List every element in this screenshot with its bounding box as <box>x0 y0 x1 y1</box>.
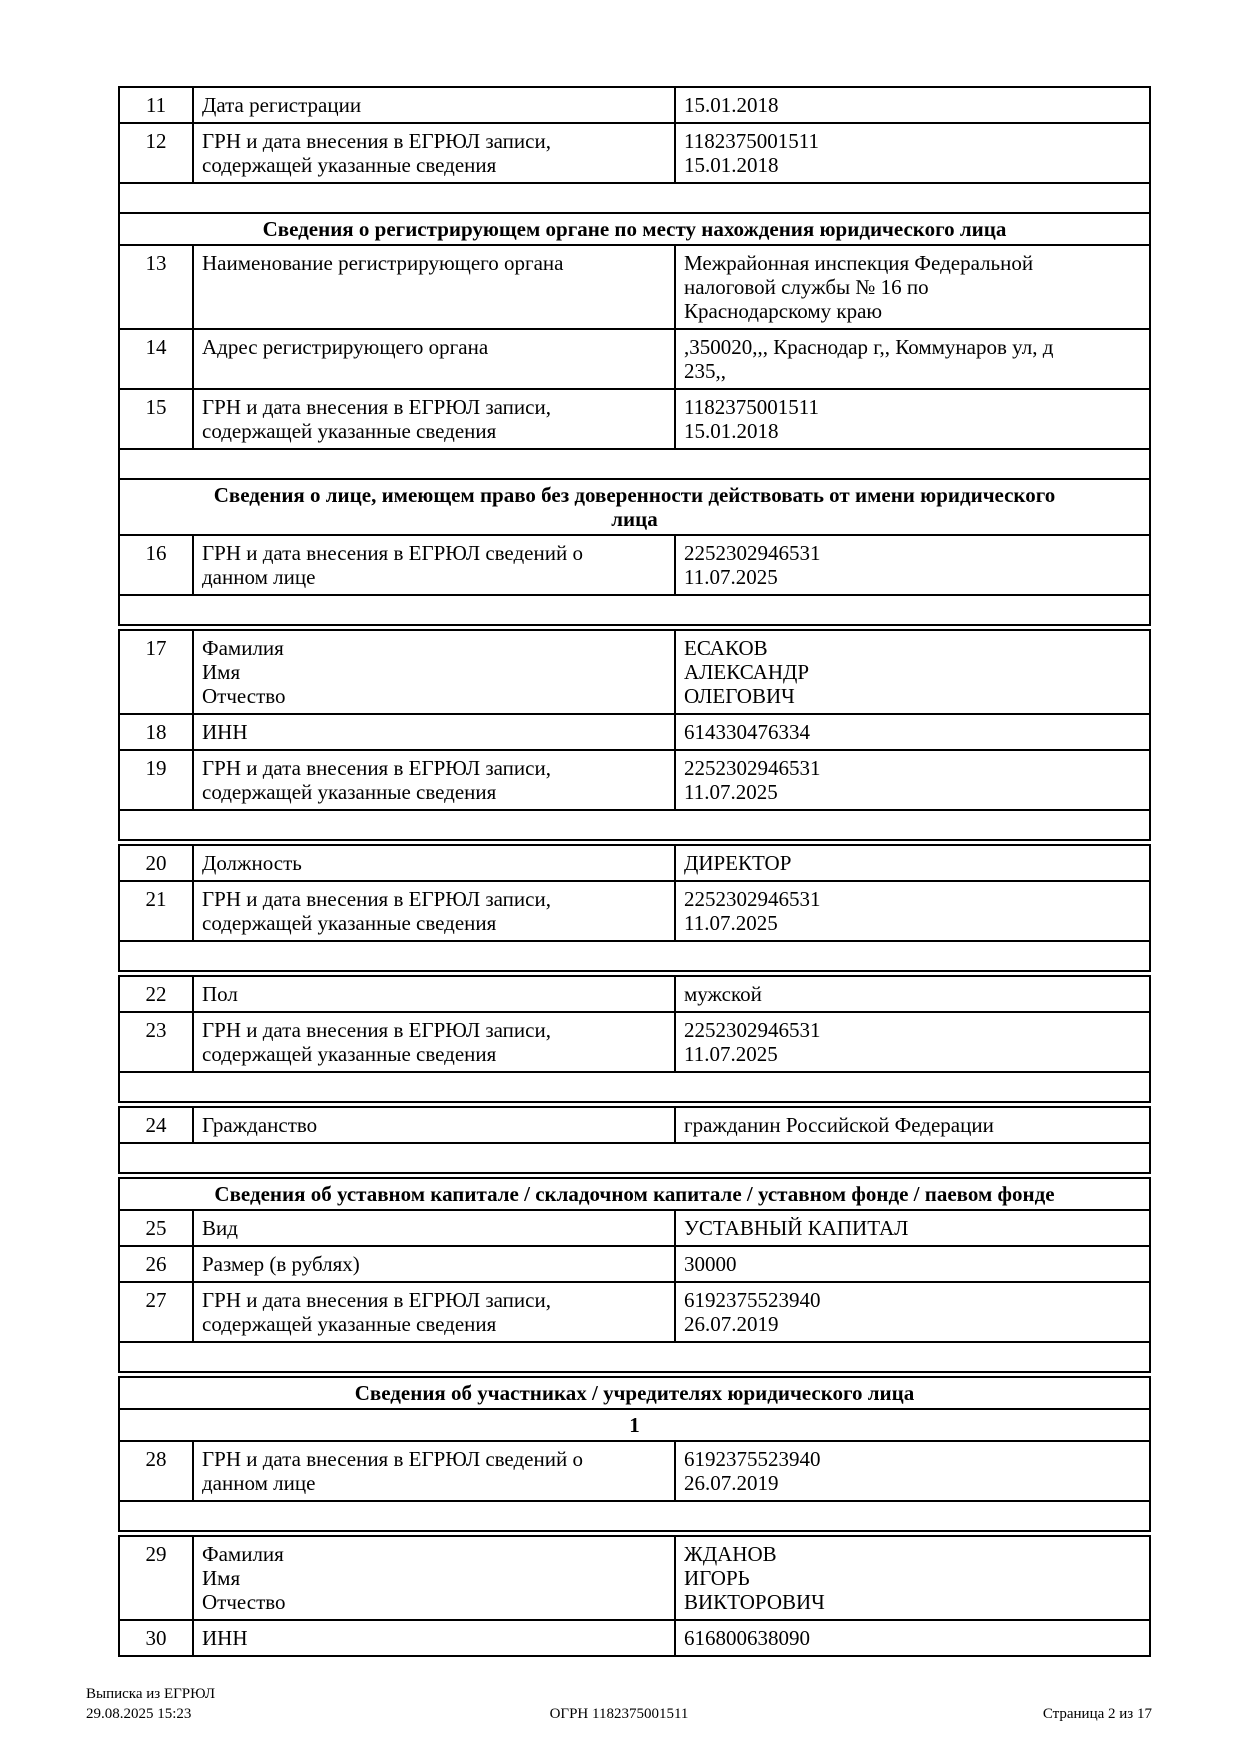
row-number: 21 <box>145 887 167 911</box>
row-label: Фамилия Имя Отчество <box>192 631 674 713</box>
row-value: УСТАВНЫЙ КАПИТАЛ <box>674 1211 1149 1245</box>
row-number: 15 <box>145 395 167 419</box>
row-number: 30 <box>145 1626 167 1650</box>
row-value: 2252302946531 11.07.2025 <box>674 1013 1149 1071</box>
table-row-29 <box>120 1537 1149 1619</box>
table-row-30 <box>120 1619 1149 1655</box>
table-row-12 <box>120 122 1149 182</box>
table-row-17 <box>120 631 1149 713</box>
row-number: 16 <box>145 541 167 565</box>
table-block <box>118 1376 1151 1532</box>
row-value: 15.01.2018 <box>674 88 1149 122</box>
table-block <box>118 1535 1151 1657</box>
row-label: Дата регистрации <box>192 88 674 122</box>
row-label: ГРН и дата внесения в ЕГРЮЛ записи, содержащей указанные сведения <box>192 1283 674 1341</box>
spacer-row <box>120 594 1149 624</box>
table-row-28 <box>120 1440 1149 1500</box>
row-label: ГРН и дата внесения в ЕГРЮЛ сведений о данном лице <box>192 536 674 594</box>
table-block <box>118 975 1151 1103</box>
table-row-23 <box>120 1011 1149 1071</box>
row-value: ,350020,,, Краснодар г,, Коммунаров ул, д 235,, <box>674 330 1149 388</box>
row-value: мужской <box>674 977 1149 1011</box>
row-value: 2252302946531 11.07.2025 <box>674 536 1149 594</box>
spacer-row <box>120 940 1149 970</box>
participant-number-header: 1 <box>120 1408 1149 1440</box>
section-header: Сведения о регистрирующем органе по месту нахождения юридического лица <box>120 212 1149 244</box>
table-row-16 <box>120 534 1149 594</box>
spacer-row <box>120 1071 1149 1101</box>
row-value: 6192375523940 26.07.2019 <box>674 1442 1149 1500</box>
row-value: 1182375001511 15.01.2018 <box>674 124 1149 182</box>
row-value: гражданин Российской Федерации <box>674 1108 1149 1142</box>
table-block <box>118 86 1151 626</box>
row-value: ДИРЕКТОР <box>674 846 1149 880</box>
row-label: ГРН и дата внесения в ЕГРЮЛ записи, содержащей указанные сведения <box>192 390 674 448</box>
row-value: Межрайонная инспекция Федеральной налоговой службы № 16 по Краснодарскому краю <box>674 246 1149 328</box>
row-number: 23 <box>145 1018 167 1042</box>
table-block <box>118 1177 1151 1373</box>
table-row-21 <box>120 880 1149 940</box>
row-value: 30000 <box>674 1247 1149 1281</box>
row-label: Гражданство <box>192 1108 674 1142</box>
page-footer <box>86 1684 1152 1724</box>
table-row-27 <box>120 1281 1149 1341</box>
spacer-row <box>120 1142 1149 1172</box>
row-number: 28 <box>145 1447 167 1471</box>
table-row-25 <box>120 1209 1149 1245</box>
row-number: 24 <box>145 1113 167 1137</box>
footer-left <box>86 1684 441 1724</box>
table-row-24 <box>120 1108 1149 1142</box>
table-block <box>118 844 1151 972</box>
table-row-15 <box>120 388 1149 448</box>
table-row-11 <box>120 88 1149 122</box>
spacer-row <box>120 448 1149 478</box>
row-label: Вид <box>192 1211 674 1245</box>
row-value: ЖДАНОВ ИГОРЬ ВИКТОРОВИЧ <box>674 1537 1149 1619</box>
row-label: ИНН <box>192 715 674 749</box>
table-block <box>118 1106 1151 1174</box>
row-number: 13 <box>145 251 167 275</box>
table-row-19 <box>120 749 1149 809</box>
row-number: 22 <box>145 982 167 1006</box>
row-number: 11 <box>145 93 167 117</box>
row-number: 27 <box>145 1288 167 1312</box>
table-row-18 <box>120 713 1149 749</box>
row-label: ГРН и дата внесения в ЕГРЮЛ записи, содержащей указанные сведения <box>192 124 674 182</box>
row-number: 18 <box>145 720 167 744</box>
table-row-20 <box>120 846 1149 880</box>
row-label: Наименование регистрирующего органа <box>192 246 674 328</box>
table-row-13 <box>120 244 1149 328</box>
row-value: 6192375523940 26.07.2019 <box>674 1283 1149 1341</box>
row-value: 614330476334 <box>674 715 1149 749</box>
row-label: Размер (в рублях) <box>192 1247 674 1281</box>
row-number: 29 <box>145 1542 167 1566</box>
row-value: 616800638090 <box>674 1621 1149 1655</box>
row-number: 25 <box>145 1216 167 1240</box>
footer-ogrn: ОГРН 1182375001511 <box>549 1706 689 1722</box>
table-row-22 <box>120 977 1149 1011</box>
spacer-row <box>120 1341 1149 1371</box>
table-row-14 <box>120 328 1149 388</box>
row-label: ГРН и дата внесения в ЕГРЮЛ записи, содержащей указанные сведения <box>192 751 674 809</box>
row-value: 2252302946531 11.07.2025 <box>674 882 1149 940</box>
spacer-row <box>120 1500 1149 1530</box>
footer-datetime: 29.08.2025 15:23 <box>86 1706 192 1722</box>
footer-page-number: Страница 2 из 17 <box>1042 1706 1152 1722</box>
section-header: Сведения об участниках / учредителях юридического лица <box>354 1381 915 1405</box>
row-label: ИНН <box>192 1621 674 1655</box>
footer-doc-title: Выписка из ЕГРЮЛ <box>86 1686 215 1702</box>
spacer-row <box>120 809 1149 839</box>
row-label: Фамилия Имя Отчество <box>192 1537 674 1619</box>
row-number: 19 <box>145 756 167 780</box>
spacer-row <box>120 182 1149 212</box>
row-label: ГРН и дата внесения в ЕГРЮЛ записи, содержащей указанные сведения <box>192 882 674 940</box>
row-number: 20 <box>145 851 167 875</box>
table-block <box>118 629 1151 841</box>
row-value: 1182375001511 15.01.2018 <box>674 390 1149 448</box>
row-number: 12 <box>145 129 167 153</box>
row-value: 2252302946531 11.07.2025 <box>674 751 1149 809</box>
row-number: 17 <box>145 636 167 660</box>
row-label: Пол <box>192 977 674 1011</box>
row-label: Должность <box>192 846 674 880</box>
row-label: ГРН и дата внесения в ЕГРЮЛ записи, содержащей указанные сведения <box>192 1013 674 1071</box>
section-header: Сведения о лице, имеющем право без доверенности действовать от имени юридического лица <box>120 478 1149 534</box>
row-number: 14 <box>145 335 167 359</box>
section-header: Сведения об уставном капитале / складочном капитале / уставном фонде / паевом фонде <box>214 1182 1055 1206</box>
row-label: ГРН и дата внесения в ЕГРЮЛ сведений о данном лице <box>192 1442 674 1500</box>
egrul-table <box>118 86 1151 1660</box>
table-row-26 <box>120 1245 1149 1281</box>
row-number: 26 <box>145 1252 167 1276</box>
row-value: ЕСАКОВ АЛЕКСАНДР ОЛЕГОВИЧ <box>674 631 1149 713</box>
row-label: Адрес регистрирующего органа <box>192 330 674 388</box>
